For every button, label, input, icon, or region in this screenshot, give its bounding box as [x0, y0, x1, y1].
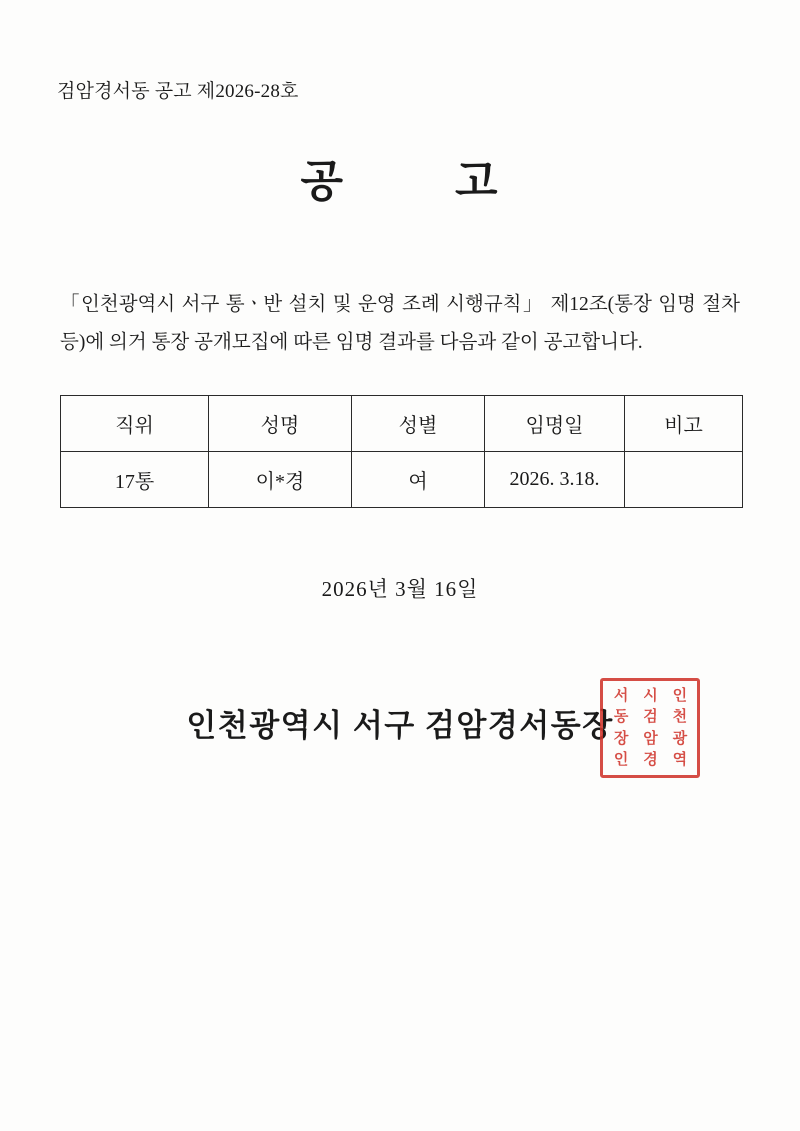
- column-header-position: 직위: [61, 396, 209, 452]
- seal-column-1: 인 천 광 역: [672, 685, 687, 769]
- issuer-signature: 인천광역시 서구 검암경서동장: [186, 708, 614, 743]
- official-seal-icon: [600, 678, 700, 778]
- seal-column-2: 시 검 암 경: [643, 685, 657, 769]
- page-title: [0, 145, 800, 209]
- seal-column-3: 서 동 장 인: [613, 685, 628, 769]
- cell-position: 17통: [61, 452, 209, 508]
- column-header-note: 비고: [625, 396, 743, 452]
- cell-appointment-date: 2026. 3.18.: [485, 452, 625, 508]
- cell-gender: 여: [352, 452, 485, 508]
- seal-inner: [603, 681, 697, 775]
- column-header-gender: 성별: [352, 396, 485, 452]
- table-row: [61, 452, 743, 508]
- column-header-appointment-date: 임명일: [485, 396, 625, 452]
- body-paragraph: 「인천광역시 서구 통ㆍ반 설치 및 운영 조례 시행규칙」 제12조(통장 임명 절차 등)에 의거 통장 공개모집에 따른 임명 결과를 다음과 같이 공고합니다.: [60, 294, 740, 354]
- cell-name: 이*경: [209, 452, 352, 508]
- notice-number: 검암경서동 공고 제2026-28호: [57, 81, 299, 102]
- appointment-result-table: [60, 395, 743, 508]
- issue-date: 2026년 3월 16일: [321, 577, 479, 601]
- page-title-second-char: 고: [455, 157, 500, 206]
- cell-note: [625, 452, 743, 508]
- page-title-first-char: 공: [300, 157, 345, 206]
- column-header-name: 성명: [209, 396, 352, 452]
- table-header-row: [61, 396, 743, 452]
